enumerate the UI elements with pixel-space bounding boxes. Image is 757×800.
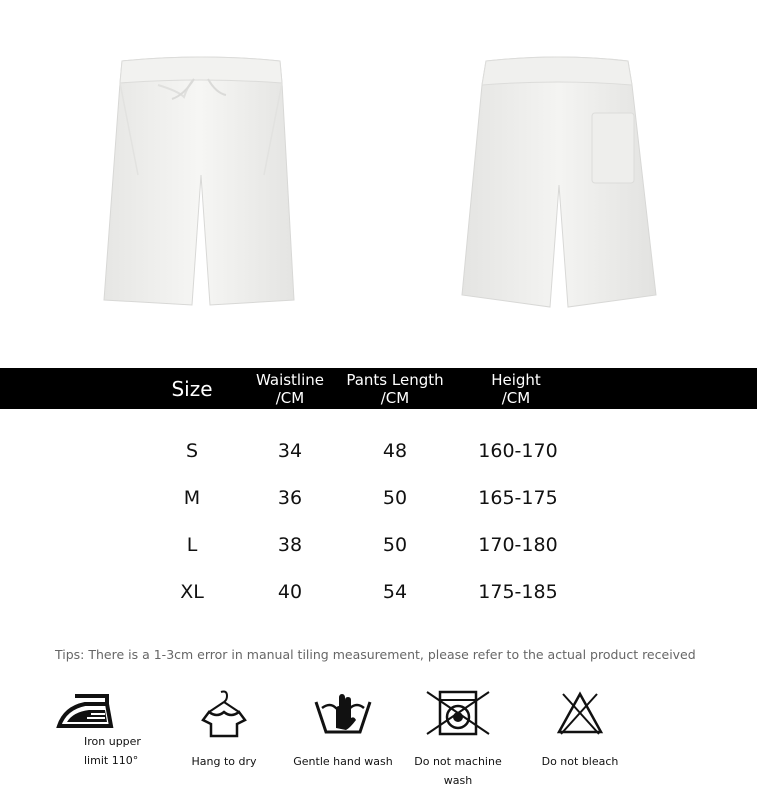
hand-wash-label: Gentle hand wash bbox=[293, 755, 393, 768]
cell-size: M bbox=[183, 487, 201, 509]
table-row bbox=[0, 530, 757, 560]
size-table-header bbox=[0, 368, 757, 409]
table-row bbox=[0, 483, 757, 513]
shorts-front-image bbox=[98, 55, 304, 310]
care-hand-wash bbox=[288, 688, 398, 771]
cell-size: XL bbox=[180, 581, 204, 603]
cell-size: S bbox=[185, 440, 199, 462]
cell-height: 170-180 bbox=[478, 534, 558, 556]
cell-height: 165-175 bbox=[478, 487, 558, 509]
no-bleach-label: Do not bleach bbox=[541, 755, 619, 768]
header-size: Size bbox=[171, 376, 213, 401]
care-no-machine-wash bbox=[403, 688, 513, 790]
cell-height: 160-170 bbox=[478, 440, 558, 462]
hang-dry-label: Hang to dry bbox=[191, 755, 257, 768]
header-pants-length: Pants Length /CM bbox=[346, 370, 444, 407]
cell-length: 48 bbox=[382, 440, 408, 462]
hang-dry-icon bbox=[199, 688, 249, 744]
iron-label-line2: limit 110° bbox=[84, 754, 139, 767]
no-machine-wash-label: Do not machine wash bbox=[414, 755, 502, 787]
cell-length: 54 bbox=[382, 581, 408, 603]
care-iron bbox=[30, 688, 140, 770]
iron-icon bbox=[55, 688, 115, 732]
iron-label-line1: Iron upper bbox=[84, 735, 141, 748]
table-row bbox=[0, 436, 757, 466]
cell-size: L bbox=[186, 534, 198, 556]
cell-length: 50 bbox=[382, 534, 408, 556]
cell-waist: 40 bbox=[277, 581, 303, 603]
header-waistline: Waistline /CM bbox=[256, 370, 324, 407]
measurement-tips: Tips: There is a 1-3cm error in manual tiling measurement, please refer to the actual product received bbox=[55, 647, 696, 662]
no-machine-wash-icon bbox=[423, 688, 493, 738]
cell-waist: 36 bbox=[277, 487, 303, 509]
cell-waist: 38 bbox=[277, 534, 303, 556]
care-hang-dry bbox=[169, 688, 279, 771]
care-no-bleach bbox=[525, 688, 635, 771]
no-bleach-icon bbox=[555, 688, 605, 738]
header-height: Height /CM bbox=[491, 370, 541, 407]
cell-waist: 34 bbox=[277, 440, 303, 462]
cell-height: 175-185 bbox=[478, 581, 558, 603]
table-row bbox=[0, 577, 757, 607]
cell-length: 50 bbox=[382, 487, 408, 509]
shorts-back-image bbox=[456, 55, 662, 310]
hand-wash-icon bbox=[312, 688, 374, 738]
